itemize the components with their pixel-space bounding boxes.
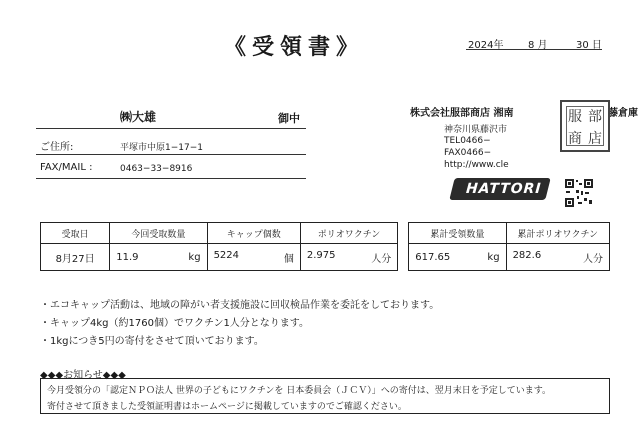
cell-receive-date: 8月27日 — [41, 244, 110, 271]
stamp-char: 店 — [588, 131, 602, 147]
note-eco-cap: ・エコキャップ活動は、地域の障がい者支援施設に回収検品作業を委託をしております。 — [40, 300, 440, 311]
header-quantity: 今回受取数量 — [110, 223, 207, 244]
cell-cap-count-unit: 個 — [283, 253, 294, 265]
header-cap-count: キャップ個数 — [207, 223, 300, 244]
header-polio: ポリオワクチン — [300, 223, 397, 244]
company-url: http://www.cle — [444, 160, 509, 170]
date-day: 30 日 — [576, 40, 602, 51]
stamp-char: 服 — [568, 109, 582, 125]
address-value: 平塚市中原1−17−1 — [120, 143, 203, 153]
recipient-name: ㈱大雄 — [120, 110, 157, 124]
address-underline — [36, 154, 306, 155]
stamp-char: 部 — [588, 109, 602, 125]
date-month: 8 月 — [528, 40, 548, 51]
cell-cumulative-polio-value: 282.6 — [512, 249, 542, 261]
hattori-logo — [449, 178, 550, 200]
cell-quantity-value: 11.9 — [116, 251, 139, 263]
company-name: 株式会社服部商店 湘南 — [410, 108, 514, 119]
receipt-table — [40, 222, 610, 271]
cell-cap-count-value: 5224 — [213, 249, 240, 261]
company-address: 神奈川県藤沢市 — [444, 125, 508, 135]
contact-value: 0463−33−8916 — [120, 164, 193, 174]
recipient-underline — [36, 128, 306, 129]
cell-polio-unit: 人分 — [371, 253, 392, 265]
header-cumulative-polio: 累計ポリオワクチン — [506, 223, 609, 244]
contact-label: FAX/MAIL : — [40, 162, 93, 173]
cell-cumulative-quantity-unit: kg — [487, 251, 500, 263]
note-cap-ratio: ・キャップ4kg（約1760個）でワクチン1人分となります。 — [40, 318, 310, 329]
note-donation: ・1kgにつき5円の寄付をさせて頂いております。 — [40, 336, 264, 347]
company-fax: FAX0466− — [444, 148, 492, 158]
address-label: ご住所: — [40, 142, 74, 153]
qr-code-icon — [564, 178, 594, 208]
cell-cap-count — [207, 244, 300, 271]
document-title: 《受領書》 — [224, 35, 365, 60]
cell-polio — [300, 244, 397, 271]
contact-underline — [36, 178, 306, 179]
cell-polio-value: 2.975 — [306, 249, 336, 261]
notice-heading: ◆◆◆お知らせ◆◆◆ — [40, 370, 126, 381]
date-underline — [466, 49, 602, 50]
cell-cumulative-polio — [506, 244, 609, 271]
company-seal-stamp — [560, 100, 610, 152]
table-row — [41, 244, 610, 271]
cell-cumulative-quantity-value: 617.65 — [415, 251, 451, 263]
recipient-honorific: 御中 — [278, 112, 300, 125]
stamp-char: 商 — [568, 131, 582, 147]
cell-quantity — [110, 244, 207, 271]
notice-line-1: 今月受領分の「認定ＮＰＯ法人 世界の子どもにワクチンを 日本委員会（ＪＣＶ）」への寄付は、翌月末日を予定しています。 — [47, 386, 552, 396]
cell-cumulative-quantity — [409, 244, 506, 271]
notice-box — [40, 378, 610, 414]
date-year: 2024年 — [468, 40, 504, 51]
logo-text: HATTORI — [465, 181, 543, 197]
company-tel: TEL0466− — [444, 136, 491, 146]
cell-cumulative-polio-unit: 人分 — [583, 253, 603, 265]
header-cumulative-quantity: 累計受領数量 — [409, 223, 506, 244]
cell-quantity-unit: kg — [188, 251, 201, 263]
company-name-tail: 藤倉庫 — [608, 108, 638, 119]
header-receive-date: 受取日 — [41, 223, 110, 244]
table-header-row — [41, 223, 610, 244]
notice-line-2: 寄付させて頂きました受領証明書はホームページに掲載していますのでご確認ください。 — [47, 402, 407, 412]
